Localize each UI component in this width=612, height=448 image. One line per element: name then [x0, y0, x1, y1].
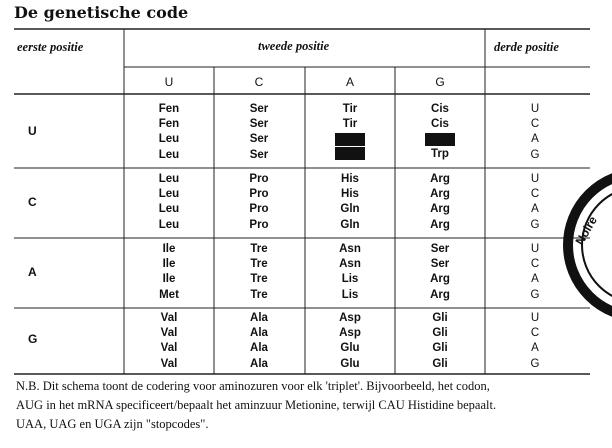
cell-ga: Asp Asp Glu Glu	[339, 312, 361, 370]
column-header-a: A	[345, 75, 354, 89]
third-g: U C A G	[530, 312, 540, 370]
stop-codon-block	[425, 133, 455, 146]
third-u: U C A G	[530, 103, 540, 161]
cell-au: Ile Ile Ile Met	[159, 243, 179, 301]
stamp-text: Nolre	[572, 213, 600, 248]
column-header-g: G	[435, 75, 445, 89]
cell-ca: His His Gln Gln	[340, 173, 360, 231]
third-c: U C A G	[530, 173, 540, 231]
header-third: derde positie	[494, 40, 559, 54]
stop-codon-block	[335, 133, 365, 146]
cell-ua: Tir Tir	[320, 102, 380, 161]
header-second: tweede positie	[258, 39, 330, 53]
cell-gg: Gli Gli Gli Gli	[432, 312, 448, 370]
cell-cc: Pro Pro Pro Pro	[249, 173, 269, 231]
cell-ac: Tre Tre Tre Tre	[250, 243, 268, 301]
cell-gu: Val Val Val Val	[160, 312, 178, 370]
cell-aa: Asn Asn Lis Lis	[339, 243, 361, 301]
footnote-line: N.B. Dit schema toont de codering voor aminozuren voor elk 'triplet'. Bijvoorbeeld, het codon,	[16, 379, 490, 393]
stamp-ring	[568, 173, 612, 317]
column-header-c: C	[254, 75, 264, 89]
stamp	[568, 173, 612, 317]
stop-codon-block	[335, 147, 365, 160]
cell-cu: Leu Leu Leu Leu	[158, 173, 180, 231]
row-header-a: A	[28, 265, 37, 279]
cell-gc: Ala Ala Ala Ala	[250, 312, 268, 370]
cell-uc: Ser Ser Ser Ser	[249, 103, 269, 161]
row-header-g: G	[28, 332, 38, 346]
footnote	[16, 377, 606, 434]
cell-cg: Arg Arg Arg Arg	[430, 173, 450, 231]
cell-ug: Cis Cis Trp	[410, 102, 470, 163]
page-title: De genetische code	[14, 3, 189, 22]
cell-uu: Fen Fen Leu Leu	[158, 103, 180, 161]
row-header-u: U	[28, 124, 37, 138]
footnote-line: AUG in het mRNA specificeert/bepaalt het aminzuur Metionine, terwijl CAU Histidine bepaalt.	[16, 398, 497, 412]
third-a: U C A G	[530, 243, 540, 301]
row-header-c: C	[28, 195, 37, 209]
cell-ag: Ser Ser Arg Arg	[430, 243, 450, 301]
column-header-u: U	[164, 75, 174, 89]
footnote-line: UAA, UAG en UGA zijn "stopcodes".	[16, 417, 209, 431]
header-first: eerste positie	[17, 40, 84, 54]
